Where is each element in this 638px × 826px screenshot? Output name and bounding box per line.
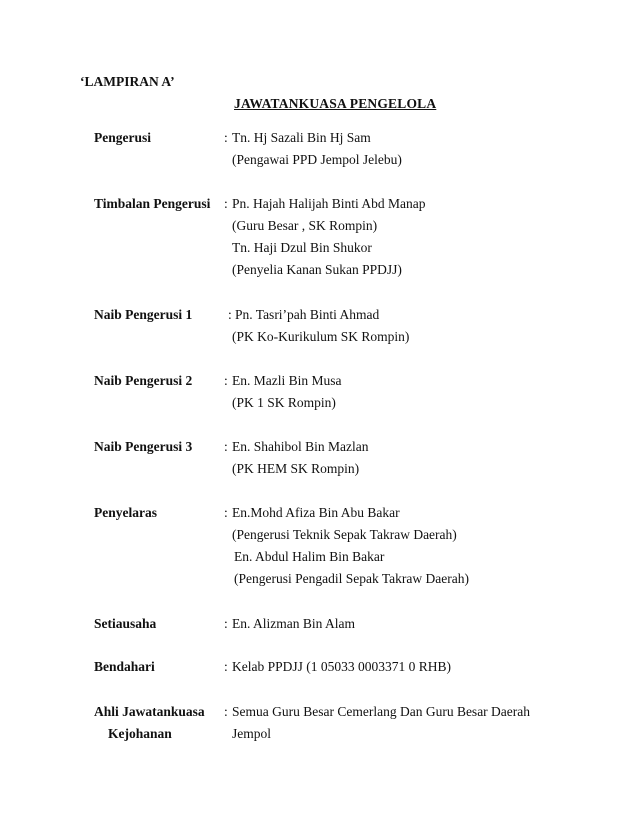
colon: :	[224, 130, 228, 145]
member-position: (PK HEM SK Rompin)	[232, 461, 360, 476]
member-name: Tn. Hj Sazali Bin Hj Sam	[232, 130, 371, 145]
member-position: (Penyelia Kanan Sukan PPDJJ)	[232, 262, 402, 277]
colon: :	[224, 373, 228, 388]
member-name: En. Mazli Bin Musa	[232, 373, 342, 388]
member-name-cont: Jempol	[232, 726, 271, 741]
colon: :	[224, 616, 228, 631]
member-position: (Pengerusi Teknik Sepak Takraw Daerah)	[232, 527, 457, 542]
role-label: Ahli Jawatankuasa	[94, 704, 205, 719]
member-position: (Pengerusi Pengadil Sepak Takraw Daerah)	[234, 571, 469, 586]
role-label: Penyelaras	[94, 505, 157, 520]
role-label: Pengerusi	[94, 130, 151, 145]
member-name: Tn. Haji Dzul Bin Shukor	[232, 240, 372, 255]
role-label: Naib Pengerusi 1	[94, 307, 193, 322]
role-label: Naib Pengerusi 3	[94, 439, 193, 454]
member-position: (Pengawai PPD Jempol Jelebu)	[232, 152, 402, 167]
role-label: Setiausaha	[94, 616, 157, 631]
colon: :	[224, 505, 228, 520]
member-name: En. Alizman Bin Alam	[232, 616, 355, 631]
member-name: Kelab PPDJJ (1 05033 0003371 0 RHB)	[232, 659, 452, 674]
member-name: En.Mohd Afiza Bin Abu Bakar	[232, 505, 400, 520]
role-label-line2: Kejohanan	[108, 726, 172, 741]
page-heading: JAWATANKUASA PENGELOLA	[234, 96, 437, 111]
colon: :	[228, 307, 232, 322]
colon: :	[224, 196, 228, 211]
colon: :	[224, 704, 228, 719]
member-position: (PK Ko-Kurikulum SK Rompin)	[232, 329, 410, 344]
colon: :	[224, 659, 228, 674]
member-name: En. Shahibol Bin Mazlan	[232, 439, 369, 454]
member-position: (PK 1 SK Rompin)	[232, 395, 336, 410]
member-name: Pn. Hajah Halijah Binti Abd Manap	[232, 196, 426, 211]
role-label: Timbalan Pengerusi	[94, 196, 211, 211]
colon: :	[224, 439, 228, 454]
role-label: Naib Pengerusi 2	[94, 373, 193, 388]
role-label: Bendahari	[94, 659, 155, 674]
page-label: ‘LAMPIRAN A’	[80, 74, 175, 89]
member-name: Pn. Tasri’pah Binti Ahmad	[235, 307, 380, 322]
member-name: En. Abdul Halim Bin Bakar	[234, 549, 385, 564]
member-name: Semua Guru Besar Cemerlang Dan Guru Besar Daerah	[232, 704, 531, 719]
member-position: (Guru Besar , SK Rompin)	[232, 218, 378, 233]
